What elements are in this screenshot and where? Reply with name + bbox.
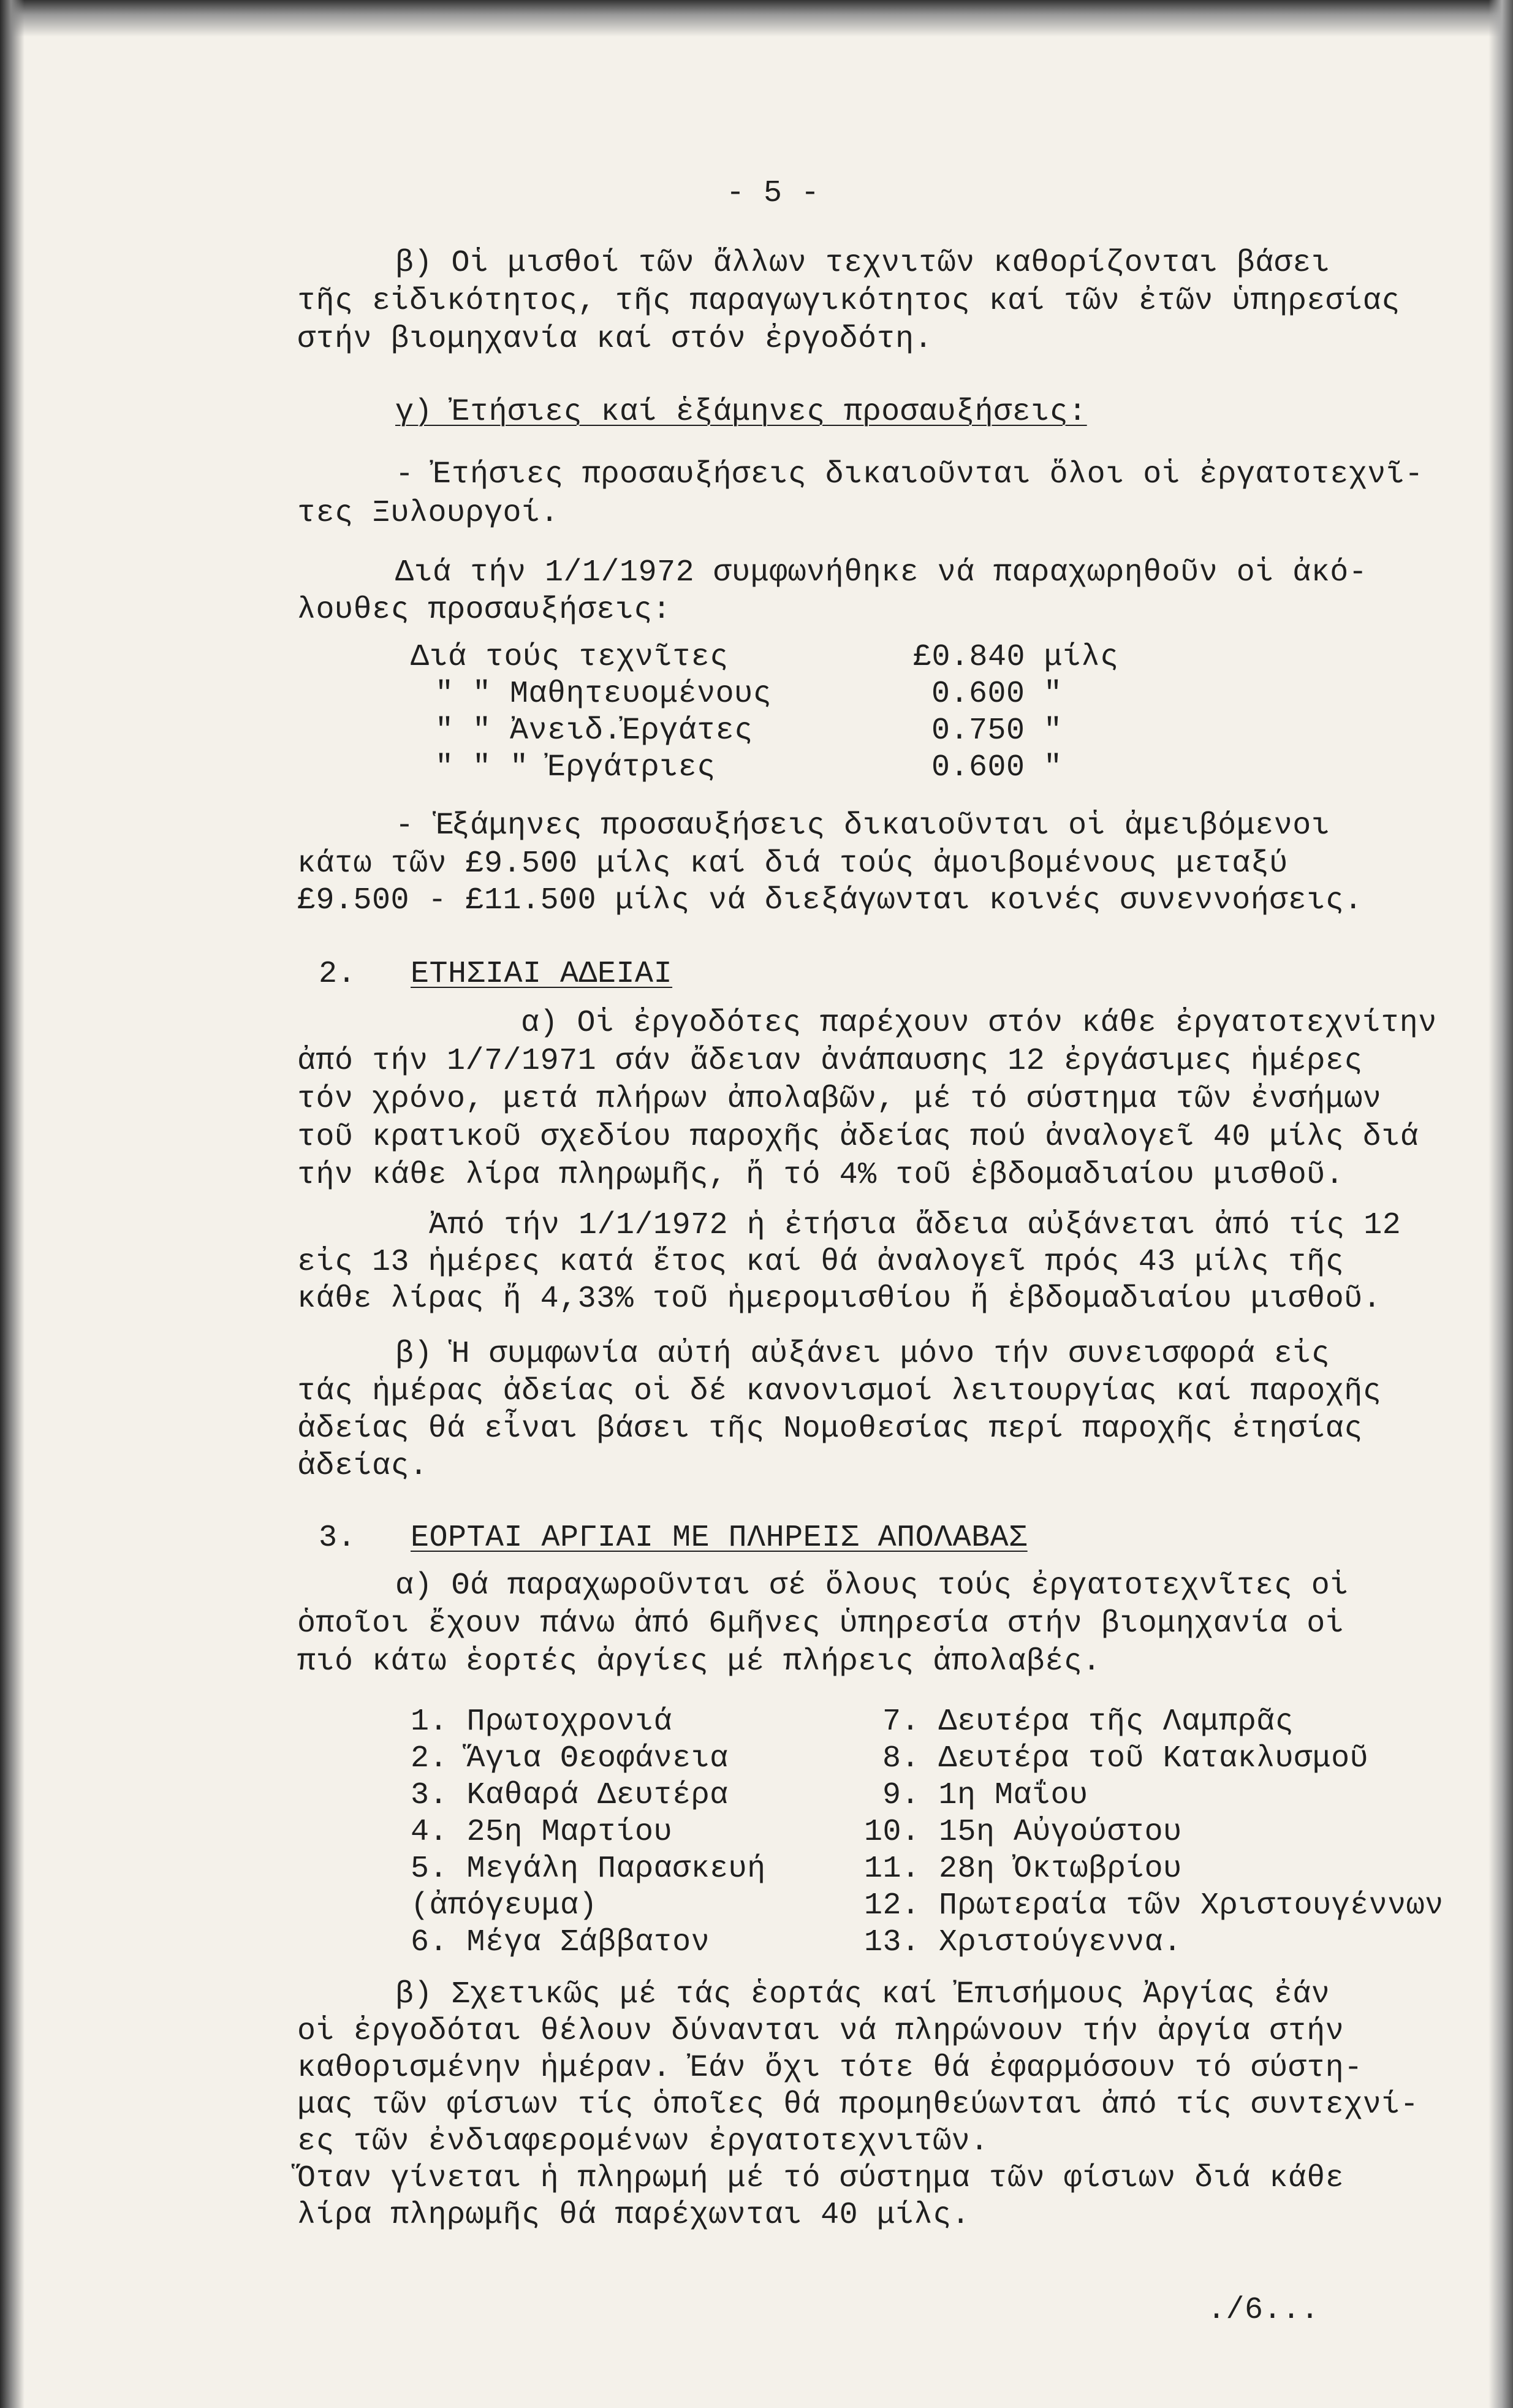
- raise-value: 0.750 ": [931, 713, 1063, 748]
- raise-value: £0.840 μίλς: [913, 640, 1119, 675]
- para-beta-line: στήν βιομηχανία καί στόν ἐργοδότη.: [297, 322, 933, 357]
- section3-para-b-line: Ὅταν γίνεται ἡ πληρωμή μέ τό σύστημα τῶν φίσιων διά κάθε: [297, 2161, 1344, 2196]
- section2-para-a-line: τόν χρόνο, μετά πλήρων ἀπολαβῶν, μέ τό σύστημα τῶν ἐνσήμων: [297, 1082, 1382, 1117]
- raise-value: 0.600 ": [931, 677, 1063, 712]
- scan-right-edge: [1488, 0, 1513, 2408]
- page-number: - 5 -: [726, 176, 820, 211]
- annual-raises-line: - Ἐτήσιες προσαυξήσεις δικαιοῦνται ὅλοι οἱ ἐργατοτεχνῖ-: [395, 457, 1424, 492]
- para-beta-line: β) Οἱ μισθοί τῶν ἄλλων τεχνιτῶν καθορίζονται βάσει: [395, 246, 1330, 281]
- agreed-raises-line: Διά τήν 1/1/1972 συμφωνήθηκε νά παραχωρηθοῦν οἱ ἀκό-: [395, 555, 1368, 590]
- section2-para-a-line: τήν κάθε λίρα πληρωμῆς, ἤ τό 4% τοῦ ἑβδομαδιαίου μισθοῦ.: [297, 1158, 1344, 1193]
- holiday-item: 6. Μέγα Σάββατον: [411, 1925, 710, 1960]
- raise-label: " " Μαθητευομένους: [435, 677, 772, 712]
- section2-para-b-line: ἀδείας θά εἶναι βάσει τῆς Νομοθεσίας περί παροχῆς ἐτησίας: [297, 1411, 1363, 1446]
- semiannual-line: £9.500 - £11.500 μίλς νά διεξάγωνται κοινές συνεννοήσεις.: [297, 883, 1363, 918]
- section2-para-b-line: β) Ἡ συμφωνία αὐτή αὐξάνει μόνο τήν συνεισφορά εἰς: [395, 1337, 1330, 1372]
- scan-top-shadow: [0, 0, 1513, 37]
- section3-number: 3.: [319, 1521, 357, 1555]
- section2-para-from-line: κάθε λίρας ἤ 4,33% τοῦ ἡμερομισθίου ἤ ἑβδομαδιαίου μισθοῦ.: [297, 1282, 1382, 1316]
- section2-para-a-line: ἀπό τήν 1/7/1971 σάν ἄδειαν ἀνάπαυσης 12 ἐργάσιμες ἡμέρες: [297, 1044, 1363, 1079]
- holiday-item: 10. 15η Αὐγούστου: [864, 1815, 1182, 1850]
- raise-label: " " Ἀνειδ.Ἐργάτες: [435, 713, 753, 748]
- heading-gamma: γ) Ἐτήσιες καί ἑξάμηνες προσαυξήσεις:: [395, 395, 1087, 430]
- holiday-item: 13. Χριστούγεννα.: [864, 1925, 1182, 1960]
- holiday-item: 1. Πρωτοχρονιά: [411, 1704, 673, 1739]
- semiannual-line: κάτω τῶν £9.500 μίλς καί διά τούς ἀμοιβομένους μεταξύ: [297, 846, 1288, 881]
- section3-para-b-line: καθορισμένην ἡμέραν. Ἐάν ὄχι τότε θά ἐφαρμόσουν τό σύστη-: [297, 2051, 1363, 2086]
- continuation-marker: ./6...: [1207, 2293, 1320, 2328]
- section3-para-b-line: μας τῶν φίσιων τίς ὁποῖες θά προμηθεύωνται ἀπό τίς συντεχνί-: [297, 2087, 1419, 2122]
- holiday-item: 8. Δευτέρα τοῦ Κατακλυσμοῦ: [882, 1741, 1369, 1776]
- section2-para-b-line: τάς ἡμέρας ἀδείας οἱ δέ κανονισμοί λειτουργίας καί παροχῆς: [297, 1374, 1382, 1409]
- holiday-item: 2. Ἅγια Θεοφάνεια: [411, 1741, 729, 1776]
- raise-value: 0.600 ": [931, 750, 1063, 785]
- section2-para-b-line: ἀδείας.: [297, 1449, 428, 1484]
- section3-para-a-line: α) Θά παραχωροῦνται σέ ὅλους τούς ἐργατοτεχνῖτες οἱ: [395, 1568, 1349, 1603]
- agreed-raises-line: λουθες προσαυξήσεις:: [297, 593, 672, 628]
- scan-left-edge: [0, 0, 25, 2408]
- holiday-item: 5. Μεγάλη Παρασκευή: [411, 1852, 766, 1886]
- section3-para-a-line: ὁποῖοι ἔχουν πάνω ἀπό 6μῆνες ὑπηρεσία στήν βιομηχανία οἱ: [297, 1606, 1344, 1641]
- section2-para-a-line: α) Οἱ ἐργοδότες παρέχουν στόν κάθε ἐργατοτεχνίτην: [521, 1006, 1437, 1041]
- section2-para-a-line: τοῦ κρατικοῦ σχεδίου παροχῆς ἀδείας πού ἀναλογεῖ 40 μίλς διά: [297, 1120, 1419, 1155]
- raise-label: " " " Ἐργάτριες: [435, 750, 716, 785]
- holiday-item: (ἀπόγευμα): [411, 1888, 598, 1923]
- raise-label: Διά τούς τεχνῖτες: [411, 640, 729, 675]
- section3-para-a-line: πιό κάτω ἑορτές ἀργίες μέ πλήρεις ἀπολαβές.: [297, 1644, 1101, 1679]
- holiday-item: 12. Πρωτεραία τῶν Χριστουγέννων: [864, 1888, 1444, 1923]
- holiday-item: 4. 25η Μαρτίου: [411, 1815, 673, 1850]
- section3-para-b-line: οἱ ἐργοδόται θέλουν δύνανται νά πληρώνουν τήν ἀργία στήν: [297, 2014, 1344, 2049]
- semiannual-line: - Ἑξάμηνες προσαυξήσεις δικαιοῦνται οἱ ἀμειβόμενοι: [395, 808, 1330, 843]
- section3-para-b-line: β) Σχετικῶς μέ τάς ἑορτάς καί Ἐπισήμους Ἀργίας ἐάν: [395, 1977, 1330, 2012]
- section2-para-from-line: εἰς 13 ἡμέρες κατά ἔτος καί θά ἀναλογεῖ πρός 43 μίλς τῆς: [297, 1245, 1344, 1280]
- section3-title: ΕΟΡΤΑΙ ΑΡΓΙΑΙ ΜΕ ΠΛΗΡΕΙΣ ΑΠΟΛΑΒΑΣ: [411, 1521, 1028, 1555]
- section2-title: ΕΤΗΣΙΑΙ ΑΔΕΙΑΙ: [411, 957, 673, 992]
- annual-raises-line: τες Ξυλουργοί.: [297, 496, 559, 531]
- section3-para-b-line: λίρα πληρωμῆς θά παρέχωνται 40 μίλς.: [297, 2198, 971, 2233]
- holiday-item: 7. Δευτέρα τῆς Λαμπρᾶς: [882, 1704, 1294, 1739]
- holiday-item: 11. 28η Ὀκτωβρίου: [864, 1852, 1182, 1886]
- section3-para-b-line: ες τῶν ἐνδιαφερομένων ἐργατοτεχνιτῶν.: [297, 2124, 989, 2159]
- para-beta-line: τῆς εἰδικότητος, τῆς παραγωγικότητος καί τῶν ἐτῶν ὑπηρεσίας: [297, 284, 1400, 319]
- section2-number: 2.: [319, 957, 357, 992]
- section2-para-from-line: Ἀπό τήν 1/1/1972 ἡ ἐτήσια ἄδεια αὐξάνεται ἀπό τίς 12: [429, 1208, 1401, 1243]
- holiday-item: 9. 1η Μαΐου: [882, 1778, 1088, 1813]
- holiday-item: 3. Καθαρά Δευτέρα: [411, 1778, 729, 1813]
